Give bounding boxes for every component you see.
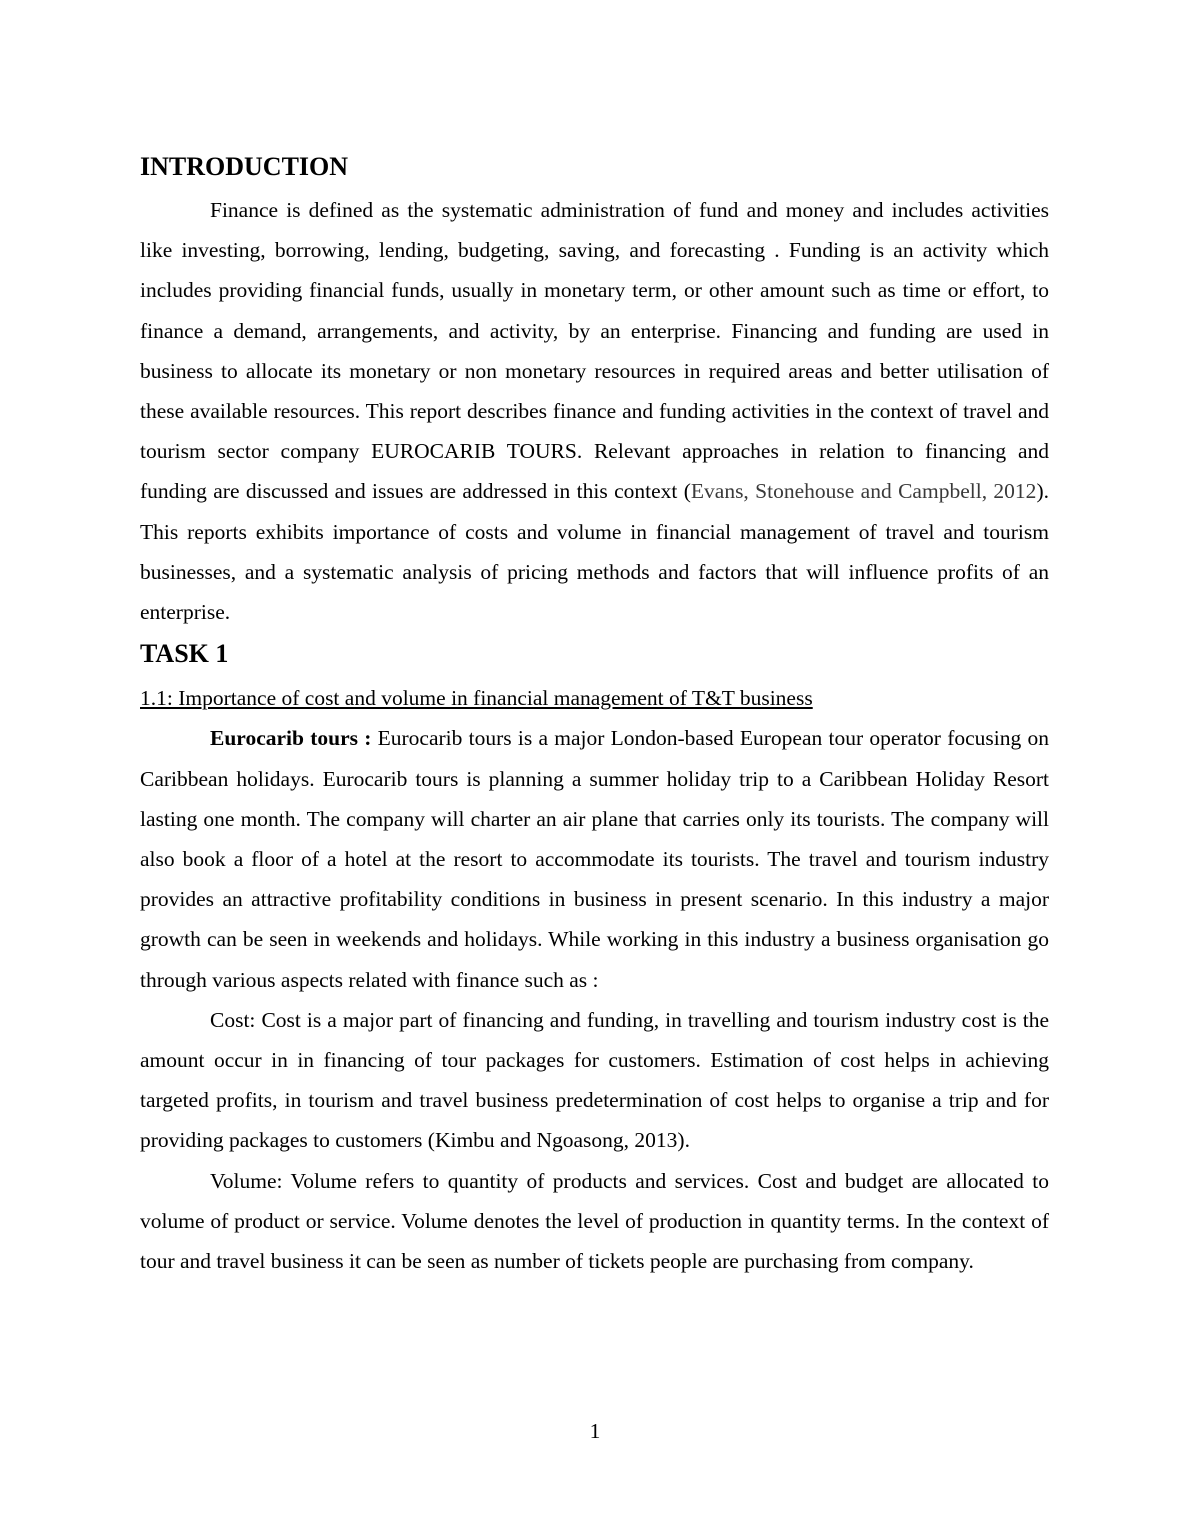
page-number: 1 [589, 1419, 601, 1443]
page-content [140, 149, 1049, 1281]
cost-paragraph: Cost: Cost is a major part of financing and funding, in travelling and tourism industry cost is the amount occur in in financing of tour packages for customers. Estimation of cost helps in achieving targeted profits, in tourism and travel business predetermination of cost helps to organise a trip and for providing packages to customers (Kimbu and Ngoasong, 2013). [140, 1007, 1049, 1153]
introduction-text-part1: Finance is defined as the systematic administration of fund and money and includes activities like investing, borrowing, lending, budgeting, saving, and forecasting . Funding is an activity which includes providing financial funds, usually in monetary term, or other amount such as time or effort, to finance a demand, arrangements, and activity, by an enterprise. Financing and funding are used in business to allocate its monetary or non monetary resources in required areas and better utilisation of these available resources. This report describes finance and funding activities in the context of travel and tourism sector company EUROCARIB TOURS. Relevant approaches in relation to financing and funding are discussed and issues are addressed in this context ( [140, 198, 1049, 504]
volume-paragraph: Volume: Volume refers to quantity of products and services. Cost and budget are allocated to volume of product or service. Volume denotes the level of production in quantity terms. In the context of tour and travel business it can be seen as number of tickets people are purchasing from company. [140, 1168, 1049, 1274]
introduction-citation: Evans, Stonehouse and Campbell, 2012 [690, 479, 1037, 504]
introduction-heading: INTRODUCTION [140, 152, 349, 181]
section-1-1-subheading: 1.1: Importance of cost and volume in financial management of T&T business [140, 686, 813, 711]
eurocarib-paragraph [140, 718, 1049, 999]
eurocarib-lead: Eurocarib tours : [210, 726, 372, 751]
task1-heading: TASK 1 [140, 639, 229, 669]
introduction-text-part2: ). This reports exhibits importance of costs and volume in financial management of travel and tourism businesses, and a systematic analysis of pricing methods and factors that will influence profits of an enterprise. [140, 479, 1049, 625]
introduction-paragraph [140, 190, 1049, 632]
eurocarib-text: Eurocarib tours is a major London-based European tour operator focusing on Caribbean holidays. Eurocarib tours is planning a summer holiday trip to a Caribbean Holiday Resort lasting one month. The company will charter an air plane that carries only its tourists. The company will also book a floor of a hotel at the resort to accommodate its tourists. The travel and tourism industry provides an attractive profitability conditions in business in present scenario. In this industry a major growth can be seen in weekends and holidays. While working in this industry a business organisation go through various aspects related with finance such as : [140, 726, 1049, 992]
